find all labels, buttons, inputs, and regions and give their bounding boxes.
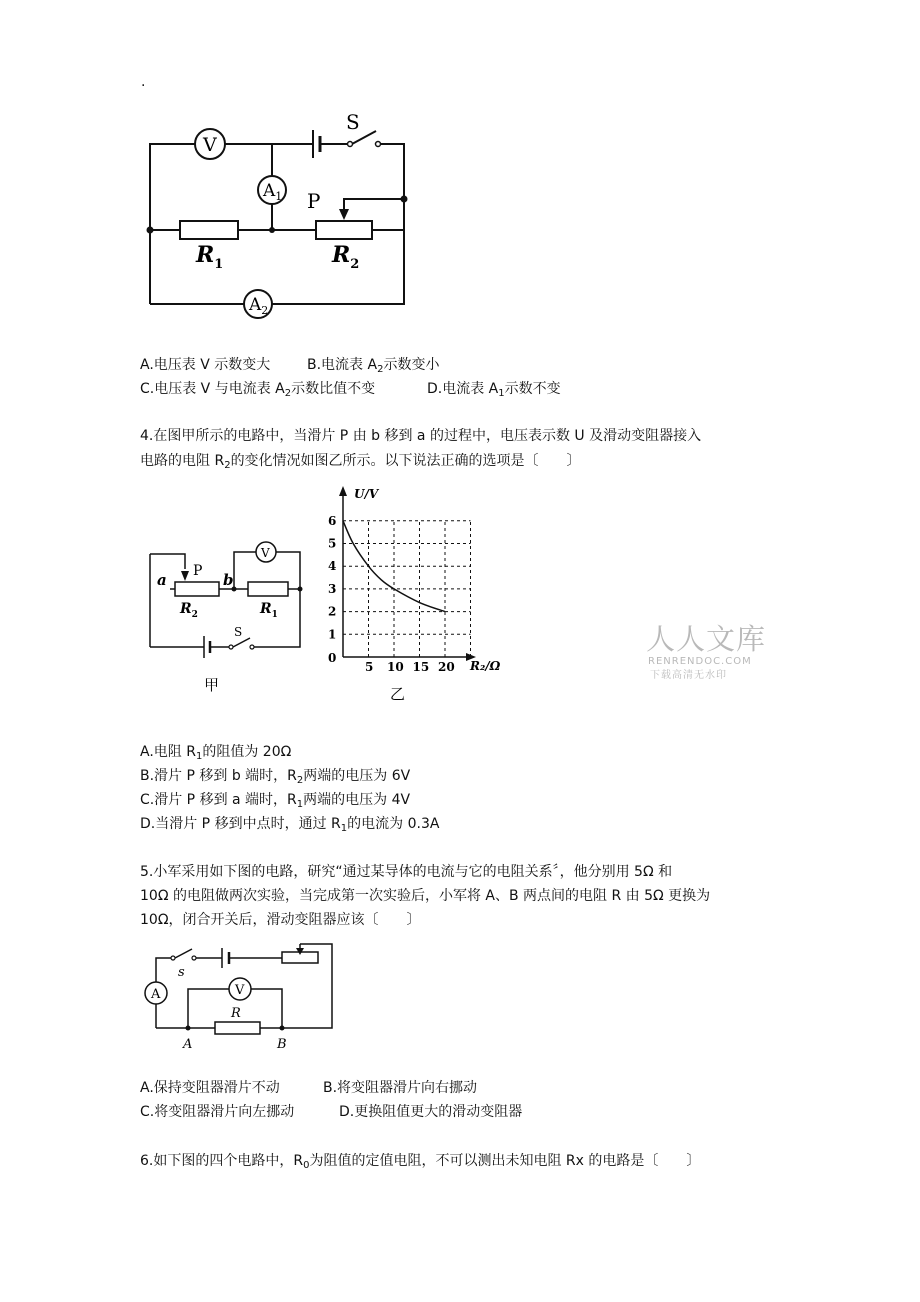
voltage-resistance-chart	[318, 478, 528, 703]
q4-option-d: D.当滑片 P 移到中点时，通过 $R_1$的电流为 0.3A	[140, 816, 440, 834]
fig1-switch-label: S	[346, 110, 360, 134]
q3-option-b: B.电流表 $A_2$示数变小	[307, 357, 440, 375]
fig2-switch-contact-left	[229, 645, 233, 649]
fig3-switch-contact-left	[171, 956, 175, 960]
chart-y-tick-label: 3	[328, 581, 337, 596]
fig3-point-b-label: B	[277, 1037, 287, 1052]
q4-option-b: B.滑片 P 移到 b 端时，$R_2$两端的电压为 6V	[140, 768, 411, 786]
fig3-switch-label: s	[178, 965, 185, 980]
q3-option-c: C.电压表 V 与电流表 $A_2$示数比值不变	[140, 381, 376, 399]
fig2-label-b: b	[223, 571, 234, 589]
fig1-r2-label: $R_2$	[332, 242, 360, 272]
fig2-label-p: P	[193, 563, 203, 579]
fig1-switch-contact-left	[348, 142, 353, 147]
watermark-slogan: 下载高清无水印	[650, 670, 727, 681]
fig1-switch-contact-right	[376, 142, 381, 147]
q4-option-a: A.电阻 $R_1$的阻值为 20Ω	[140, 744, 292, 762]
fig1-a2-label: $A_2$	[249, 295, 269, 317]
watermark-site: RENRENDOC.COM	[648, 656, 752, 667]
fig1-r1-label: $R_1$	[196, 242, 224, 272]
fig3-switch-lever	[175, 949, 192, 958]
fig2-switch-lever	[233, 638, 250, 647]
fig3-resistor-label: R	[231, 1006, 241, 1021]
fig3-junction-b	[280, 1026, 285, 1031]
fig3-junction-a	[186, 1026, 191, 1031]
q4-stem-line-1: 4.在图甲所示的电路中，当滑片 P 由 b 移到 a 的过程中，电压表示数 U 及滑动变阻器接入	[140, 428, 702, 444]
q6-stem-line-1: 6.如下图的四个电路中，$R_0$为阻值的定值电阻，不可以测出未知电阻 Rx 的电路是〔 〕	[140, 1153, 701, 1171]
fig2-voltmeter-label: V	[261, 546, 270, 560]
q3-option-d: D.电流表 $A_1$示数不变	[427, 381, 561, 399]
fig3-wire-left-top	[156, 958, 172, 982]
fig2-switch-contact-right	[250, 645, 254, 649]
circuit-figure-2	[140, 530, 320, 700]
fig3-voltmeter-label: V	[235, 983, 245, 998]
fig2-junction-right	[298, 587, 303, 592]
fig2-r1-label: $R_1$	[260, 601, 278, 620]
fig3-switch-contact-right	[192, 956, 196, 960]
chart-y-tick-label: 2	[328, 604, 337, 619]
chart-caption: 乙	[390, 685, 406, 703]
fig1-junction-left	[147, 227, 154, 234]
q5-stem-line-2: 10Ω 的电阻做两次实验，当完成第一次实验后，小军将 A、B 两点间的电阻 R 由 5Ω 更换为	[140, 888, 711, 904]
fig1-a1-label: $A_1$	[263, 181, 283, 203]
renrendoc-watermark	[640, 618, 780, 688]
chart-x-label: R₂/Ω	[470, 659, 501, 673]
q5-option-a: A.保持变阻器滑片不动	[140, 1080, 280, 1096]
chart-y-tick-label: 1	[328, 627, 337, 642]
q5-option-c: C.将变阻器滑片向左挪动	[140, 1104, 295, 1120]
q4-stem-line-2: 电路的电阻 $R_2$的变化情况如图乙所示。以下说法正确的选项是〔 〕	[140, 453, 581, 471]
watermark-title: 人人文库	[646, 622, 767, 656]
chart-x-tick-label: 15	[412, 660, 430, 674]
lead-dot: .	[141, 74, 146, 90]
chart-x-tick-label: 20	[438, 660, 455, 674]
circuit-figure-3	[140, 936, 350, 1054]
fig1-resistor-r1	[180, 221, 238, 239]
fig3-resistor-r	[215, 1022, 260, 1034]
q4-option-c: C.滑片 P 移到 a 端时，$R_1$两端的电压为 4V	[140, 792, 411, 810]
chart-y-axis-arrow	[339, 486, 347, 496]
fig2-caption: 甲	[204, 676, 220, 694]
chart-y-tick-label: 5	[328, 536, 337, 551]
q5-option-d: D.更换阻值更大的滑动变阻器	[339, 1104, 523, 1120]
chart-x-tick-label: 5	[365, 660, 374, 674]
q3-option-a: A.电压表 V 示数变大	[140, 357, 271, 373]
fig3-ammeter-label: A	[151, 987, 161, 1002]
fig2-label-a: a	[157, 571, 167, 589]
fig2-switch-label: S	[234, 625, 243, 639]
fig2-slider-arrow	[181, 571, 189, 581]
circuit-figure-1	[140, 108, 420, 323]
fig1-wire-top-left	[150, 144, 195, 230]
fig3-point-a-label: A	[183, 1037, 193, 1052]
fig1-junction-right	[401, 196, 408, 203]
fig1-slider-wire	[344, 199, 404, 210]
fig2-r2-label: $R_2$	[180, 601, 198, 620]
fig2-resistor-r1	[248, 582, 288, 596]
chart-y-tick-label: 6	[328, 513, 337, 528]
chart-x-tick-label: 10	[387, 660, 404, 674]
fig1-junction-mid	[269, 227, 275, 233]
chart-y-tick-label: 4	[328, 559, 337, 574]
q5-stem-line-3: 10Ω，闭合开关后，滑动变阻器应该〔 〕	[140, 912, 421, 928]
fig1-slider-label: P	[307, 189, 321, 213]
fig2-resistor-r2	[175, 582, 219, 596]
fig1-slider-arrow	[339, 209, 349, 220]
q5-option-b: B.将变阻器滑片向右挪动	[323, 1080, 478, 1096]
chart-origin-label: 0	[328, 651, 337, 665]
chart-y-label: U/V	[354, 487, 379, 501]
fig1-resistor-r2	[316, 221, 372, 239]
fig2-wire-left	[150, 554, 185, 569]
q5-stem-line-1: 5.小军采用如下图的电路，研究“通过某导体的电流与它的电阻关系〞，他分别用 5Ω 和	[140, 864, 673, 880]
fig1-voltmeter-label: V	[203, 134, 217, 156]
